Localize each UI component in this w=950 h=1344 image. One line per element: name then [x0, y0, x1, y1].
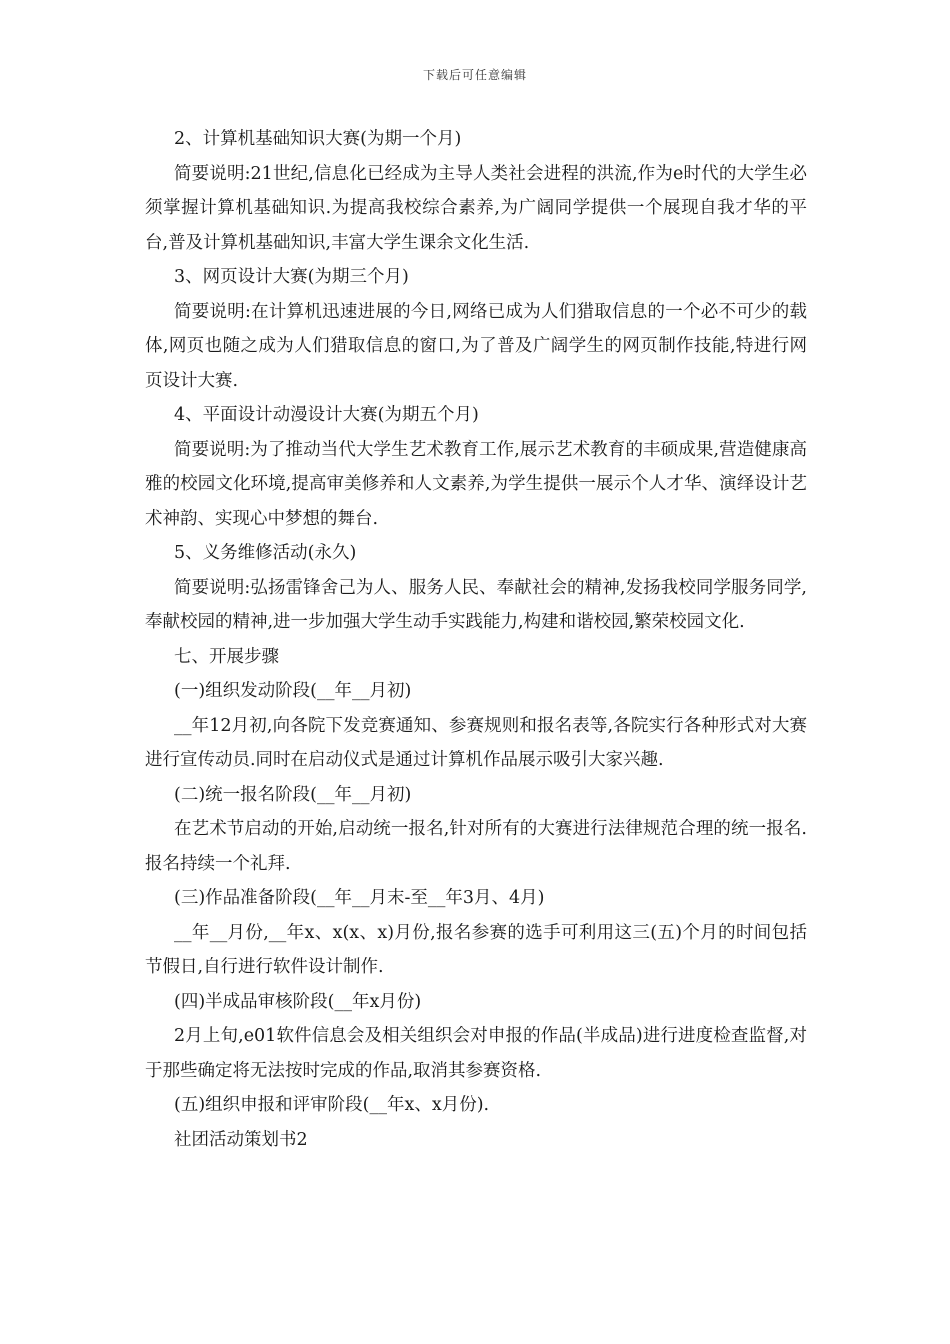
heading-stage-mobilization: (一)组织发动阶段(__年__月初): [174, 681, 412, 701]
heading-club-plan-2: 社团活动策划书2: [174, 1129, 308, 1150]
paragraph-stage-review: 2月上旬,e01软件信息会及相关组织会对申报的作品(半成品)进行进度检查监督,对于那些确定将无法按时完成的作品,取消其参赛资格.: [145, 1026, 807, 1081]
paragraph-computer-basics-description: 简要说明:21世纪,信息化已经成为主导人类社会进程的洪流,作为e时代的大学生必须掌握计算机基础知识.为提高我校综合素养,为广阔同学提供一个展现自我才华的平台,普及计算机基础知识,丰富大学生课余文化生活.: [145, 163, 807, 253]
heading-stage-review: (四)半成品审核阶段(__年x月份): [174, 991, 422, 1012]
heading-stage-preparation: (三)作品准备阶段(__年__月末-至__年3月、4月): [174, 888, 545, 908]
heading-computer-basics-contest: 2、计算机基础知识大赛(为期一个月): [174, 129, 462, 149]
paragraph-web-design-description: 简要说明:在计算机迅速进展的今日,网络已成为人们猎取信息的一个必不可少的载体,网页也随之成为人们猎取信息的窗口,为了普及广阔学生的网页制作技能,特进行网页设计大赛.: [145, 301, 807, 391]
paragraph-graphic-animation-description: 简要说明:为了推动当代大学生艺术教育工作,展示艺术教育的丰硕成果,营造健康高雅的校园文化环境,提高审美修养和人文素养,为学生提供一展示个人才华、演绎设计艺术神韵、实现心中梦想的舞台.: [145, 439, 807, 529]
heading-web-design-contest: 3、网页设计大赛(为期三个月): [174, 267, 409, 287]
heading-stage-registration: (二)统一报名阶段(__年__月初): [174, 784, 412, 805]
page-header: 下载后可任意编辑: [422, 68, 527, 82]
paragraph-stage-registration: 在艺术节启动的开始,启动统一报名,针对所有的大赛进行法律规范合理的统一报名.报名持续一个礼拜.: [145, 819, 807, 874]
heading-graphic-animation-contest: 4、平面设计动漫设计大赛(为期五个月): [174, 405, 479, 425]
document-body: [145, 122, 807, 1157]
paragraph-stage-mobilization: __年12月初,向各院下发竞赛通知、参赛规则和报名表等,各院实行各种形式对大赛进行宣传动员.同时在启动仪式是通过计算机作品展示吸引大家兴趣.: [145, 715, 807, 770]
heading-volunteer-repair: 5、义务维修活动(永久): [174, 543, 357, 563]
paragraph-stage-preparation: __年__月份,__年x、x(x、x)月份,报名参赛的选手可利用这三(五)个月的时间包括节假日,自行进行软件设计制作.: [145, 922, 807, 977]
heading-stage-evaluation: (五)组织申报和评审阶段(__年x、x月份).: [174, 1095, 490, 1115]
heading-implementation-steps: 七、开展步骤: [174, 646, 279, 667]
paragraph-volunteer-repair-description: 简要说明:弘扬雷锋舍己为人、服务人民、奉献社会的精神,发扬我校同学服务同学,奉献校园的精神,进一步加强大学生动手实践能力,构建和谐校园,繁荣校园文化.: [145, 577, 807, 632]
